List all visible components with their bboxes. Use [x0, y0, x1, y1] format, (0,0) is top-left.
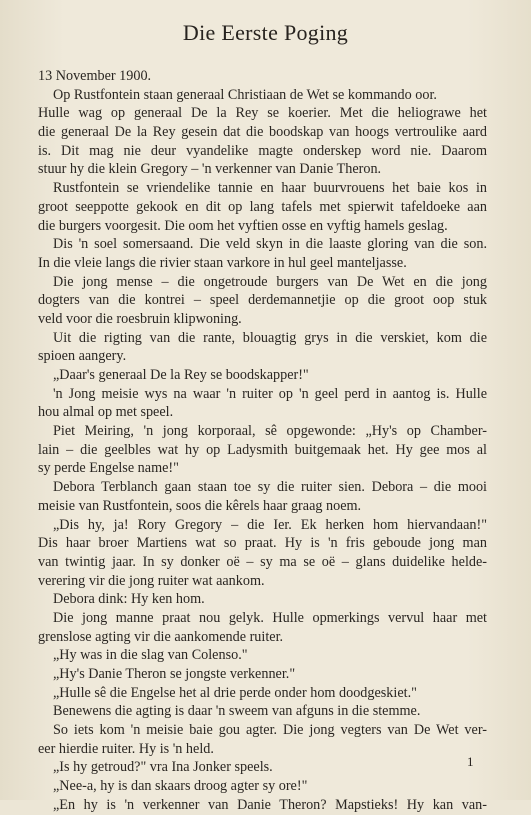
text-line: 'n Jong meisie wys na waar 'n ruiter op 'n geel perd in aantog is. Hulle	[53, 385, 487, 402]
text-line: 13 November 1900.	[38, 68, 152, 84]
text-line: sy perde Engelse name!"	[38, 460, 179, 477]
text-line: Rustfontein se vriendelike tannie en haar buurvrouens het baie kos in	[53, 180, 487, 197]
text-line: verering vir die jong ruiter wat aankom.	[38, 572, 265, 589]
page-number: 1	[467, 754, 474, 769]
text-line: is. Dit mag nie deur vyandelike magte onderskep word nie. Daarom	[38, 142, 487, 159]
text-line: lain – die geelbles wat hy op Ladysmith buitgemaak het. Hy gee mos al	[38, 441, 487, 458]
text-line: So iets kom 'n meisie baie gou agter. Die jong vegters van De Wet ver-	[53, 722, 487, 739]
text-line: hou almal op met speel.	[38, 404, 174, 421]
text-line: dogters van die kontrei – speel derdemannetjie op die groot oop stuk	[38, 292, 487, 309]
text-line: meisie van Rustfontein, soos die kêrels haar graag noem.	[38, 497, 362, 514]
text-line: „Is hy getroud?" vra Ina Jonker speels.	[53, 759, 273, 776]
text-line: Dis haar broer Martiens wat so praat. Hy is 'n fris geboude jong man	[38, 535, 487, 552]
text-line: Die jong mense – die ongetroude burgers van De Wet en die jong	[53, 273, 487, 290]
text-line: Debora Terblanch gaan staan toe sy die ruiter sien. Debora – die mooi	[53, 479, 487, 496]
text-line: Uit die rigting van die rante, blouagtig grys in die verskiet, kom die	[53, 329, 487, 346]
text-line: „Hy's Danie Theron se jongste verkenner."	[53, 666, 296, 682]
text-line: stuur hy die klein Gregory – 'n verkenner van Danie Theron.	[38, 161, 382, 178]
text-line: spioen aangery.	[38, 348, 127, 365]
text-line: „Hy was in die slag van Colenso."	[53, 647, 248, 664]
text-line: van twintig jaar. In sy donker oë – sy ma se oë – glans duidelike helde-	[38, 553, 487, 570]
text-line: groot seeppotte gekook en dit op lang tafels met spierwit tafeldoeke aan	[38, 198, 487, 215]
text-line: „Hulle sê die Engelse het al drie perde onder hom doodgeskiet."	[53, 684, 417, 701]
text-line: „En hy is 'n verkenner van Danie Theron? Mapstieks! Hy kan van-	[53, 796, 487, 813]
body-text	[38, 67, 487, 815]
text-line: die generaal De la Rey gesein dat die boodskap van hoogs vertroulike aard	[38, 124, 487, 141]
chapter-title: Die Eerste Poging	[182, 20, 349, 45]
text-line: In die vleie langs die rivier staan varkore in hul geel manteljasse.	[38, 254, 407, 271]
text-line: eer hierdie ruiter. Hy is 'n held.	[38, 740, 214, 757]
text-line: Op Rustfontein staan generaal Christiaan de Wet se kommando oor.	[53, 86, 437, 103]
text-line: Debora dink: Hy ken hom.	[53, 591, 205, 608]
text-line: „Nee-a, hy is dan skaars droog agter sy ore!"	[53, 778, 308, 795]
text-line: Hulle wag op generaal De la Rey se koerier. Met die heliograwe het	[38, 105, 487, 122]
text-line: grenslose agting vir die aankomende ruiter.	[38, 628, 284, 645]
text-line: Piet Meiring, 'n jong korporaal, sê opgewonde: „Hy's op Chamber-	[53, 423, 487, 440]
text-line: Benewens die agting is daar 'n sweem van afguns in die stemme.	[53, 703, 421, 720]
text-line: Die jong manne praat nou gelyk. Hulle opmerkings vervul haar met	[53, 609, 487, 626]
text-line: „Daar's generaal De la Rey se boodskapper!"	[53, 367, 309, 383]
text-line: die burgers voorgesit. Die oom het vyftien osse en vyftig hamels geslag.	[38, 217, 448, 234]
text-line: veld voor die roesbruin klipwoning.	[38, 310, 242, 327]
text-line: „Dis hy, ja! Rory Gregory – die Ier. Ek herken hom hiervandaan!"	[53, 516, 487, 533]
text-line: Dis 'n soel somersaand. Die veld skyn in die laaste gloring van die son.	[53, 236, 487, 253]
